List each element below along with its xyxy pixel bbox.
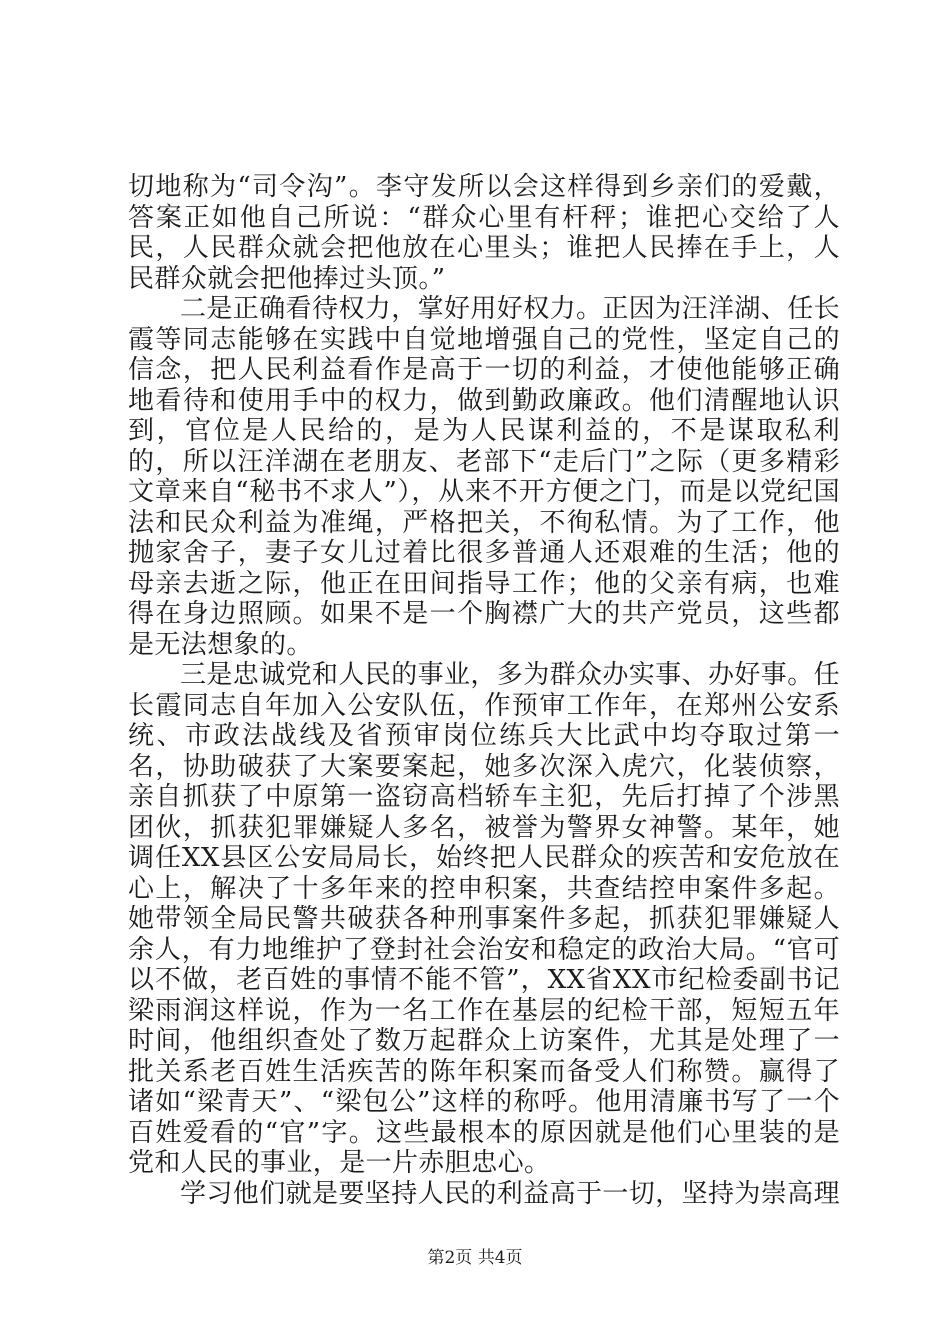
paragraph-1: 切地称为“司令沟”。李守发所以会这样得到乡亲们的爱戴，答案正如他自己所说：“群众心里有杆秤；谁把心交给了人民，人民群众就会把他放在心里头；谁把人民捧在手上，人民群众就会把他捧过头顶。” [128,172,840,294]
paragraph-4: 学习他们就是要坚持人民的利益高于一切，坚持为崇高理 [180,1178,841,1209]
body-text [128,172,840,1209]
paragraph-3: 三是忠诚党和人民的事业，多为群众办实事、办好事。任长霞同志自年加入公安队伍，作预审工作年，在郑州公安系统、市政法战线及省预审岗位练兵大比武中均夺取过第一名，协助破获了大案要案起，她多次深入虎穴，化装侦察，亲自抓获了中原第一盗窃高档轿车主犯，先后打掉了个涉黑团伙，抓获犯罪嫌疑人多名，被誉为警界女神警。某年，她调任XX县区公安局局长，始终把人民群众的疾苦和安危放在心上，解决了十多年来的控申积案，共查结控申案件多起。她带领全局民警共破获各种刑事案件多起，抓获犯罪嫌疑人余人，有力地维护了登封社会治安和稳定的政治大局。“官可以不做，老百姓的事情不能不管”，XX省XX市纪检委副书记梁雨润这样说，作为一名工作在基层的纪检干部，短短五年时间，他组织查处了数万起群众上访案件，尤其是处理了一批关系老百姓生活疾苦的陈年积案而备受人们称赞。赢得了诸如“梁青天”、“梁包公”这样的称呼。他用清廉书写了一个百姓爱看的“官”字。这些最根本的原因就是他们心里装的是党和人民的事业，是一片赤胆忠心。 [128,660,841,1178]
page-footer: 第2页 共4页 [427,1248,523,1268]
paragraph-2: 二是正确看待权力，掌好用好权力。正因为汪洋湖、任长霞等同志能够在实践中自觉地增强自己的党性，坚定自己的信念，把人民利益看作是高于一切的利益，才使他能够正确地看待和使用手中的权力，做到勤政廉政。他们清醒地认识到，官位是人民给的，是为人民谋利益的，不是谋取私利的，所以汪洋湖在老朋友、老部下“走后门”之际（更多精彩文章来自“秘书不求人”），从来不开方便之门，而是以党纪国法和民众利益为准绳，严格把关，不徇私情。为了工作，他抛家舍子，妻子女儿过着比很多普通人还艰难的生活；他的母亲去逝之际，他正在田间指导工作；他的父亲有病，也难得在身边照顾。如果不是一个胸襟广大的共产党员，这些都是无法想象的。 [128,294,841,660]
